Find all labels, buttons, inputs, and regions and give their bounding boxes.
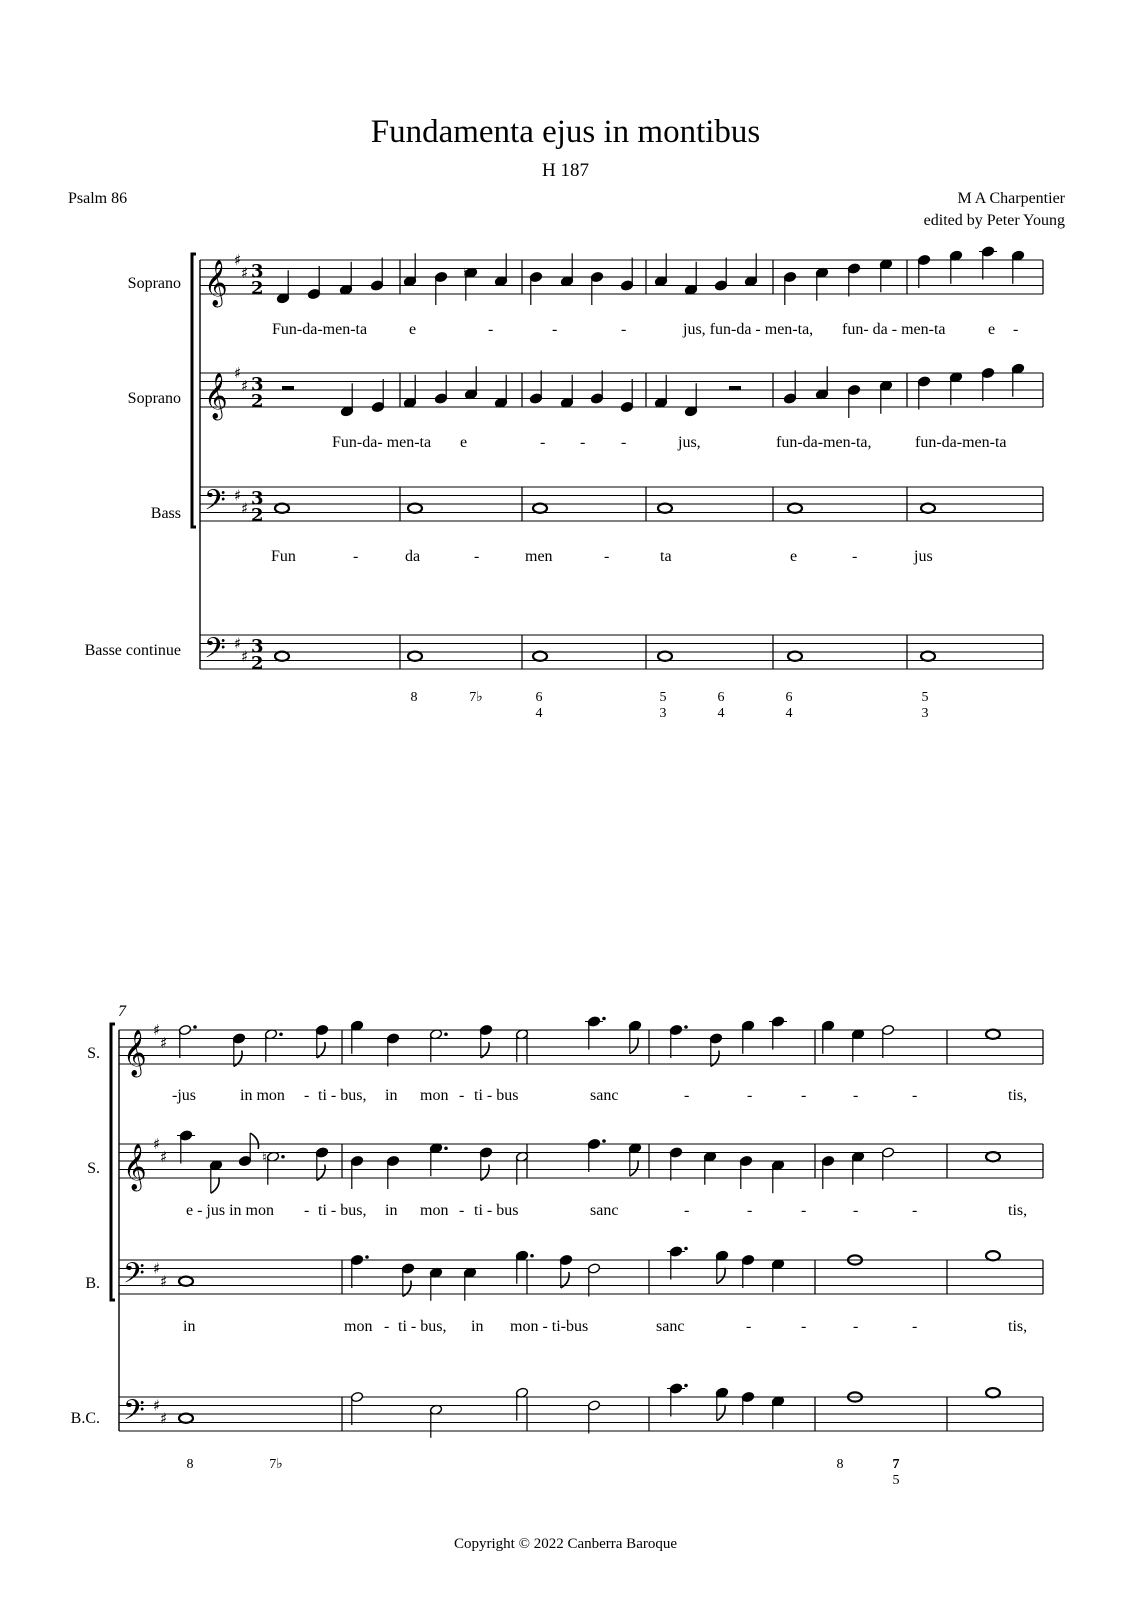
half-rest — [729, 386, 741, 390]
note-flag — [630, 1160, 638, 1176]
note-dot — [281, 1155, 285, 1159]
lyric: jus, fun-da - men-ta, — [683, 321, 814, 338]
sharp-icon: ♯ — [160, 1272, 168, 1291]
sharp-icon: ♯ — [241, 499, 249, 518]
lyric: da — [405, 548, 421, 565]
lyric: - — [684, 1202, 690, 1219]
lyric: - — [801, 1087, 807, 1104]
lyric: in — [385, 1087, 398, 1104]
lyric: tis, — [1008, 1318, 1028, 1335]
treble-clef-icon: 𝄞 — [204, 260, 228, 306]
time-signature: 2 — [251, 278, 264, 299]
figure: 8 — [410, 690, 418, 705]
sharp-icon: ♯ — [153, 1021, 161, 1039]
figure: 7 5 — [892, 1457, 900, 1488]
sharp-icon: ♯ — [160, 1147, 168, 1166]
figure: 5 3 — [921, 690, 929, 721]
lyric: in — [183, 1318, 196, 1335]
lyric: Fun-da-men-ta — [272, 321, 368, 338]
lyric: - — [384, 1318, 390, 1335]
sharp-icon: ♯ — [241, 647, 249, 666]
lyric: sanc — [656, 1318, 685, 1335]
lyric: - — [353, 548, 359, 565]
bass-clef-icon: 𝄢 — [123, 1394, 145, 1434]
treble-clef-icon: 𝄞 — [204, 373, 228, 419]
lyric: in — [385, 1202, 398, 1219]
lyric: e - jus in mon — [186, 1202, 274, 1219]
lyric: e — [790, 548, 798, 565]
treble-clef-icon: 𝄞 — [123, 1144, 147, 1190]
half-rest — [282, 386, 294, 390]
sharp-icon: ♯ — [153, 1396, 161, 1415]
lyric: Fun-da- men-ta — [332, 434, 432, 451]
note-flag — [630, 1038, 638, 1054]
lyric: ti - bus, — [318, 1087, 367, 1104]
lyric: - — [801, 1318, 807, 1335]
composer-credit: M A Charpentier — [957, 190, 1065, 207]
note-dot — [530, 1254, 534, 1258]
time-signature: 2 — [251, 505, 264, 526]
lyric: - — [580, 434, 586, 451]
note-dot — [193, 1025, 197, 1029]
staff-label-bass: Bass — [150, 505, 181, 522]
staff-label-continuo: Basse continue — [84, 642, 181, 659]
figure: 8 — [836, 1457, 844, 1472]
note-dot — [365, 1255, 369, 1259]
sharp-icon: ♯ — [241, 263, 249, 282]
lyric: sanc — [590, 1202, 619, 1219]
lyric: fun-da-men-ta — [915, 434, 1007, 451]
whole-note — [986, 1251, 1000, 1260]
lyric: e — [460, 434, 468, 451]
lyric: tis, — [1008, 1202, 1028, 1219]
note-flag — [211, 1177, 219, 1193]
lyric: - — [853, 1202, 859, 1219]
lyric: in mon — [240, 1087, 285, 1104]
lyric: ti - bus, — [318, 1202, 367, 1219]
natural-icon: ♮ — [262, 1149, 268, 1166]
time-signature: 3 — [251, 261, 264, 282]
lyric: - — [747, 1202, 753, 1219]
lyric: mon - ti-bus — [510, 1318, 589, 1335]
figure: 7♭ — [269, 1457, 283, 1472]
lyric: - — [621, 434, 627, 451]
figure: 6 4 — [717, 690, 725, 721]
time-signature: 2 — [251, 391, 264, 412]
lyric: - — [746, 1318, 752, 1335]
lyric: - — [604, 548, 610, 565]
figure: 5 3 — [659, 690, 667, 721]
measure-number: 7 — [118, 1003, 126, 1020]
staff-label-soprano-1: Soprano — [127, 275, 181, 292]
figure: 6 4 — [535, 690, 543, 721]
whole-note — [658, 504, 672, 513]
staff-label-soprano-2: Soprano — [127, 390, 181, 407]
whole-note — [788, 652, 802, 661]
lyric: - — [488, 321, 494, 338]
figure: 6 4 — [785, 690, 793, 721]
lyric: e — [988, 321, 996, 338]
copyright-notice: Copyright © 2022 Canberra Baroque — [453, 1536, 677, 1552]
catalog-number: H 187 — [542, 160, 589, 181]
lyric: jus, — [678, 434, 701, 451]
lyric: ti - bus, — [398, 1318, 447, 1335]
sharp-icon: ♯ — [234, 364, 242, 382]
lyric: - — [459, 1202, 465, 1219]
sharp-icon: ♯ — [234, 634, 242, 653]
treble-clef-icon: 𝄞 — [123, 1030, 147, 1076]
time-signature: 3 — [251, 488, 264, 509]
whole-note — [408, 504, 422, 513]
staff-label-b: B. — [85, 1275, 100, 1292]
lyric: fun- da - men-ta — [842, 321, 946, 338]
note-dot — [684, 1025, 688, 1029]
sharp-icon: ♯ — [160, 1033, 168, 1052]
lyric: - — [304, 1087, 310, 1104]
time-signature: 3 — [251, 374, 264, 395]
time-signature: 2 — [251, 653, 264, 674]
lyric: - — [853, 1318, 859, 1335]
lyric: - — [459, 1087, 465, 1104]
whole-note — [788, 504, 802, 513]
staff-label-s1: S. — [87, 1045, 100, 1062]
lyric: men — [525, 548, 553, 565]
note-flag — [717, 1268, 725, 1284]
lyric: ti - bus — [474, 1087, 519, 1104]
lyric: in — [471, 1318, 484, 1335]
figure: 7♭ — [469, 690, 483, 705]
staff-label-bc: B.C. — [70, 1410, 100, 1427]
whole-note — [179, 1277, 193, 1286]
time-signature: 3 — [251, 636, 264, 657]
lyric: ta — [660, 548, 672, 565]
bracket — [111, 1024, 115, 1300]
lyric: mon — [344, 1318, 373, 1335]
bracket — [192, 254, 196, 527]
note-dot — [444, 1032, 448, 1036]
lyric: mon — [420, 1202, 449, 1219]
lyric: - — [747, 1087, 753, 1104]
whole-note — [275, 504, 289, 513]
note-dot — [684, 1384, 688, 1388]
whole-note — [275, 652, 289, 661]
sharp-icon: ♯ — [234, 251, 242, 269]
whole-note — [921, 504, 935, 513]
note-flag — [717, 1405, 725, 1421]
whole-note — [986, 1152, 1000, 1161]
lyric: jus — [914, 548, 933, 565]
lyric: ti - bus — [474, 1202, 519, 1219]
bass-clef-icon: 𝄢 — [204, 632, 226, 672]
whole-note — [986, 1388, 1000, 1397]
source-text: Psalm 86 — [68, 190, 128, 207]
lyric: - — [474, 548, 480, 565]
sharp-icon: ♯ — [153, 1135, 161, 1153]
note-flag — [250, 1133, 258, 1149]
sharp-icon: ♯ — [234, 486, 242, 505]
lyric: - — [540, 434, 546, 451]
natural-icon: ♮ — [463, 265, 469, 282]
lyric: - — [912, 1087, 918, 1104]
lyric: sanc — [590, 1087, 619, 1104]
lyric: - — [853, 1087, 859, 1104]
score-title: Fundamenta ejus in montibus — [370, 114, 761, 150]
lyric: -jus — [172, 1087, 196, 1104]
sharp-icon: ♯ — [241, 376, 249, 395]
lyric: fun-da-men-ta, — [776, 434, 872, 451]
note-dot — [684, 1247, 688, 1251]
note-dot — [279, 1032, 283, 1036]
figure: 8 — [186, 1457, 194, 1472]
note-dot — [444, 1146, 448, 1150]
whole-note — [921, 652, 935, 661]
lyric: tis, — [1008, 1087, 1028, 1104]
whole-note — [179, 1414, 193, 1423]
note-dot — [602, 1017, 606, 1021]
lyric: Fun — [271, 548, 296, 565]
lyric: - — [912, 1318, 918, 1335]
lyric: - — [912, 1202, 918, 1219]
sharp-icon: ♯ — [160, 1409, 168, 1428]
lyric: mon — [420, 1087, 449, 1104]
bass-clef-icon: 𝄢 — [204, 484, 226, 524]
sharp-icon: ♯ — [153, 1259, 161, 1278]
whole-note — [986, 1030, 1000, 1039]
note-dot — [602, 1139, 606, 1143]
lyric: - — [1013, 321, 1019, 338]
lyric: - — [304, 1202, 310, 1219]
lyric: - — [552, 321, 558, 338]
lyric: - — [801, 1202, 807, 1219]
whole-note — [533, 652, 547, 661]
staff-label-s2: S. — [87, 1160, 100, 1177]
lyric: - — [684, 1087, 690, 1104]
bass-clef-icon: 𝄢 — [123, 1257, 145, 1297]
whole-note — [533, 504, 547, 513]
editor-credit: edited by Peter Young — [923, 212, 1065, 229]
whole-note — [408, 652, 422, 661]
lyric: - — [621, 321, 627, 338]
lyric: e — [409, 321, 417, 338]
whole-note — [658, 652, 672, 661]
lyric: - — [852, 548, 858, 565]
